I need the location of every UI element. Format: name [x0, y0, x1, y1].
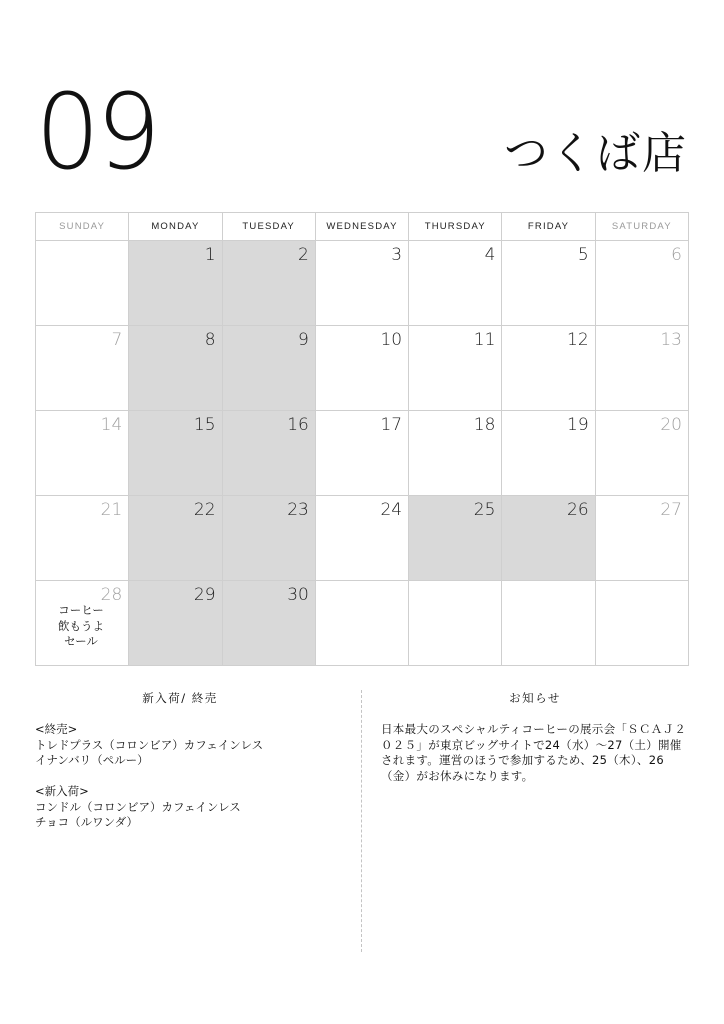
- day-number: 9: [298, 330, 309, 350]
- list-item: チョコ（ルワンダ）: [35, 815, 139, 829]
- list-item: コンドル（コロンビア）カフェインレス: [35, 799, 241, 814]
- arrivals-column: [35, 690, 335, 831]
- calendar-day-cell: [502, 496, 595, 581]
- day-number: 5: [577, 245, 589, 265]
- weekday-header-wednesday: WEDNESDAY: [315, 213, 408, 241]
- calendar-day-cell: [315, 496, 408, 581]
- calendar-week-row: [36, 496, 689, 581]
- notice-body: 日本最大のスペシャルティコーヒーの展示会「ＳＣＡＪ２０２５」が東京ビッグサイトで24（水）〜27（土）開催されます。運営のほうで参加するため、25（木）、26（金）がお休みになります。: [381, 722, 687, 783]
- calendar-empty-cell: [595, 581, 688, 666]
- weekday-header-sunday: SUNDAY: [36, 213, 129, 241]
- calendar-day-cell: [222, 326, 315, 411]
- weekday-header-tuesday: TUESDAY: [222, 213, 315, 241]
- calendar-day-cell: [129, 496, 222, 581]
- list-item: イナンバリ（ペルー）: [35, 753, 149, 767]
- calendar-day-cell: [315, 326, 408, 411]
- calendar-day-cell: [595, 326, 688, 411]
- day-number: 21: [100, 500, 123, 520]
- weekday-header-monday: MONDAY: [129, 213, 222, 241]
- day-number: 3: [391, 245, 403, 265]
- day-number: 26: [567, 500, 589, 520]
- calendar-day-cell: [36, 326, 129, 411]
- day-number: 8: [204, 330, 216, 350]
- weekday-header-saturday: SATURDAY: [595, 213, 688, 241]
- calendar-day-cell: [36, 411, 129, 496]
- day-number: 27: [660, 500, 682, 520]
- arrivals-title: 新入荷/ 終売: [142, 691, 218, 705]
- calendar-day-cell: [502, 241, 595, 326]
- calendar-empty-cell: [315, 581, 408, 666]
- calendar-day-cell: [595, 496, 688, 581]
- day-number: 20: [660, 415, 682, 435]
- calendar-day-cell: [409, 241, 502, 326]
- day-number: 15: [193, 415, 216, 435]
- calendar-week-row: [36, 326, 689, 411]
- day-number: 23: [287, 500, 309, 520]
- calendar-day-cell: [129, 411, 222, 496]
- calendar-grid: [35, 212, 689, 666]
- calendar-day-cell: [502, 411, 595, 496]
- day-number: 29: [193, 585, 216, 605]
- column-divider: [361, 690, 362, 952]
- month-number: 09: [35, 71, 158, 193]
- calendar-day-cell: [409, 326, 502, 411]
- calendar-day-cell: [502, 326, 595, 411]
- calendar-day-cell: [595, 411, 688, 496]
- calendar-day-cell: [129, 241, 222, 326]
- day-number: 14: [100, 415, 123, 435]
- calendar-day-cell: [315, 241, 408, 326]
- day-number: 28: [100, 585, 123, 605]
- day-number: 19: [567, 415, 589, 435]
- new-arrivals-heading: <新入荷>: [35, 784, 89, 798]
- day-number: 11: [473, 330, 496, 350]
- calendar-day-cell: [129, 581, 222, 666]
- day-number: 13: [660, 330, 682, 350]
- day-number: 6: [671, 245, 682, 265]
- day-number: 4: [484, 245, 496, 265]
- day-number: 10: [380, 330, 403, 350]
- day-event-note: コーヒー 飲もうよ セール: [58, 603, 104, 648]
- day-number: 18: [473, 415, 496, 435]
- store-name: つくば店: [504, 128, 688, 179]
- calendar-week-row: [36, 581, 689, 666]
- calendar-week-row: [36, 411, 689, 496]
- day-number: 1: [204, 245, 216, 265]
- notice-title: お知らせ: [509, 691, 561, 705]
- day-number: 30: [287, 585, 309, 605]
- notice-column: [381, 690, 689, 784]
- calendar-day-cell: [129, 326, 222, 411]
- day-number: 24: [380, 500, 403, 520]
- calendar-day-cell: [222, 241, 315, 326]
- calendar-week-row: [36, 241, 689, 326]
- calendar-day-cell: [222, 411, 315, 496]
- day-number: 17: [380, 415, 403, 435]
- calendar-day-cell: [222, 496, 315, 581]
- day-number: 25: [473, 500, 496, 520]
- calendar-day-cell: [315, 411, 408, 496]
- weekday-header-row: [36, 213, 689, 241]
- weekday-header-friday: FRIDAY: [502, 213, 595, 241]
- info-section: [35, 690, 689, 952]
- list-item: トレドプラス（コロンビア）カフェインレス: [35, 737, 264, 752]
- calendar-empty-cell: [36, 241, 129, 326]
- calendar-empty-cell: [502, 581, 595, 666]
- calendar-empty-cell: [409, 581, 502, 666]
- calendar-day-cell: [409, 411, 502, 496]
- day-number: 22: [193, 500, 216, 520]
- arrivals-list: [35, 722, 335, 831]
- weekday-header-thursday: THURSDAY: [409, 213, 502, 241]
- calendar-day-cell: [36, 581, 129, 666]
- calendar-day-cell: [595, 241, 688, 326]
- discontinued-heading: <終売>: [35, 722, 78, 736]
- day-number: 7: [111, 330, 123, 350]
- day-number: 2: [298, 245, 309, 265]
- calendar-day-cell: [222, 581, 315, 666]
- calendar-day-cell: [36, 496, 129, 581]
- day-number: 16: [287, 415, 309, 435]
- day-number: 12: [567, 330, 589, 350]
- calendar-day-cell: [409, 496, 502, 581]
